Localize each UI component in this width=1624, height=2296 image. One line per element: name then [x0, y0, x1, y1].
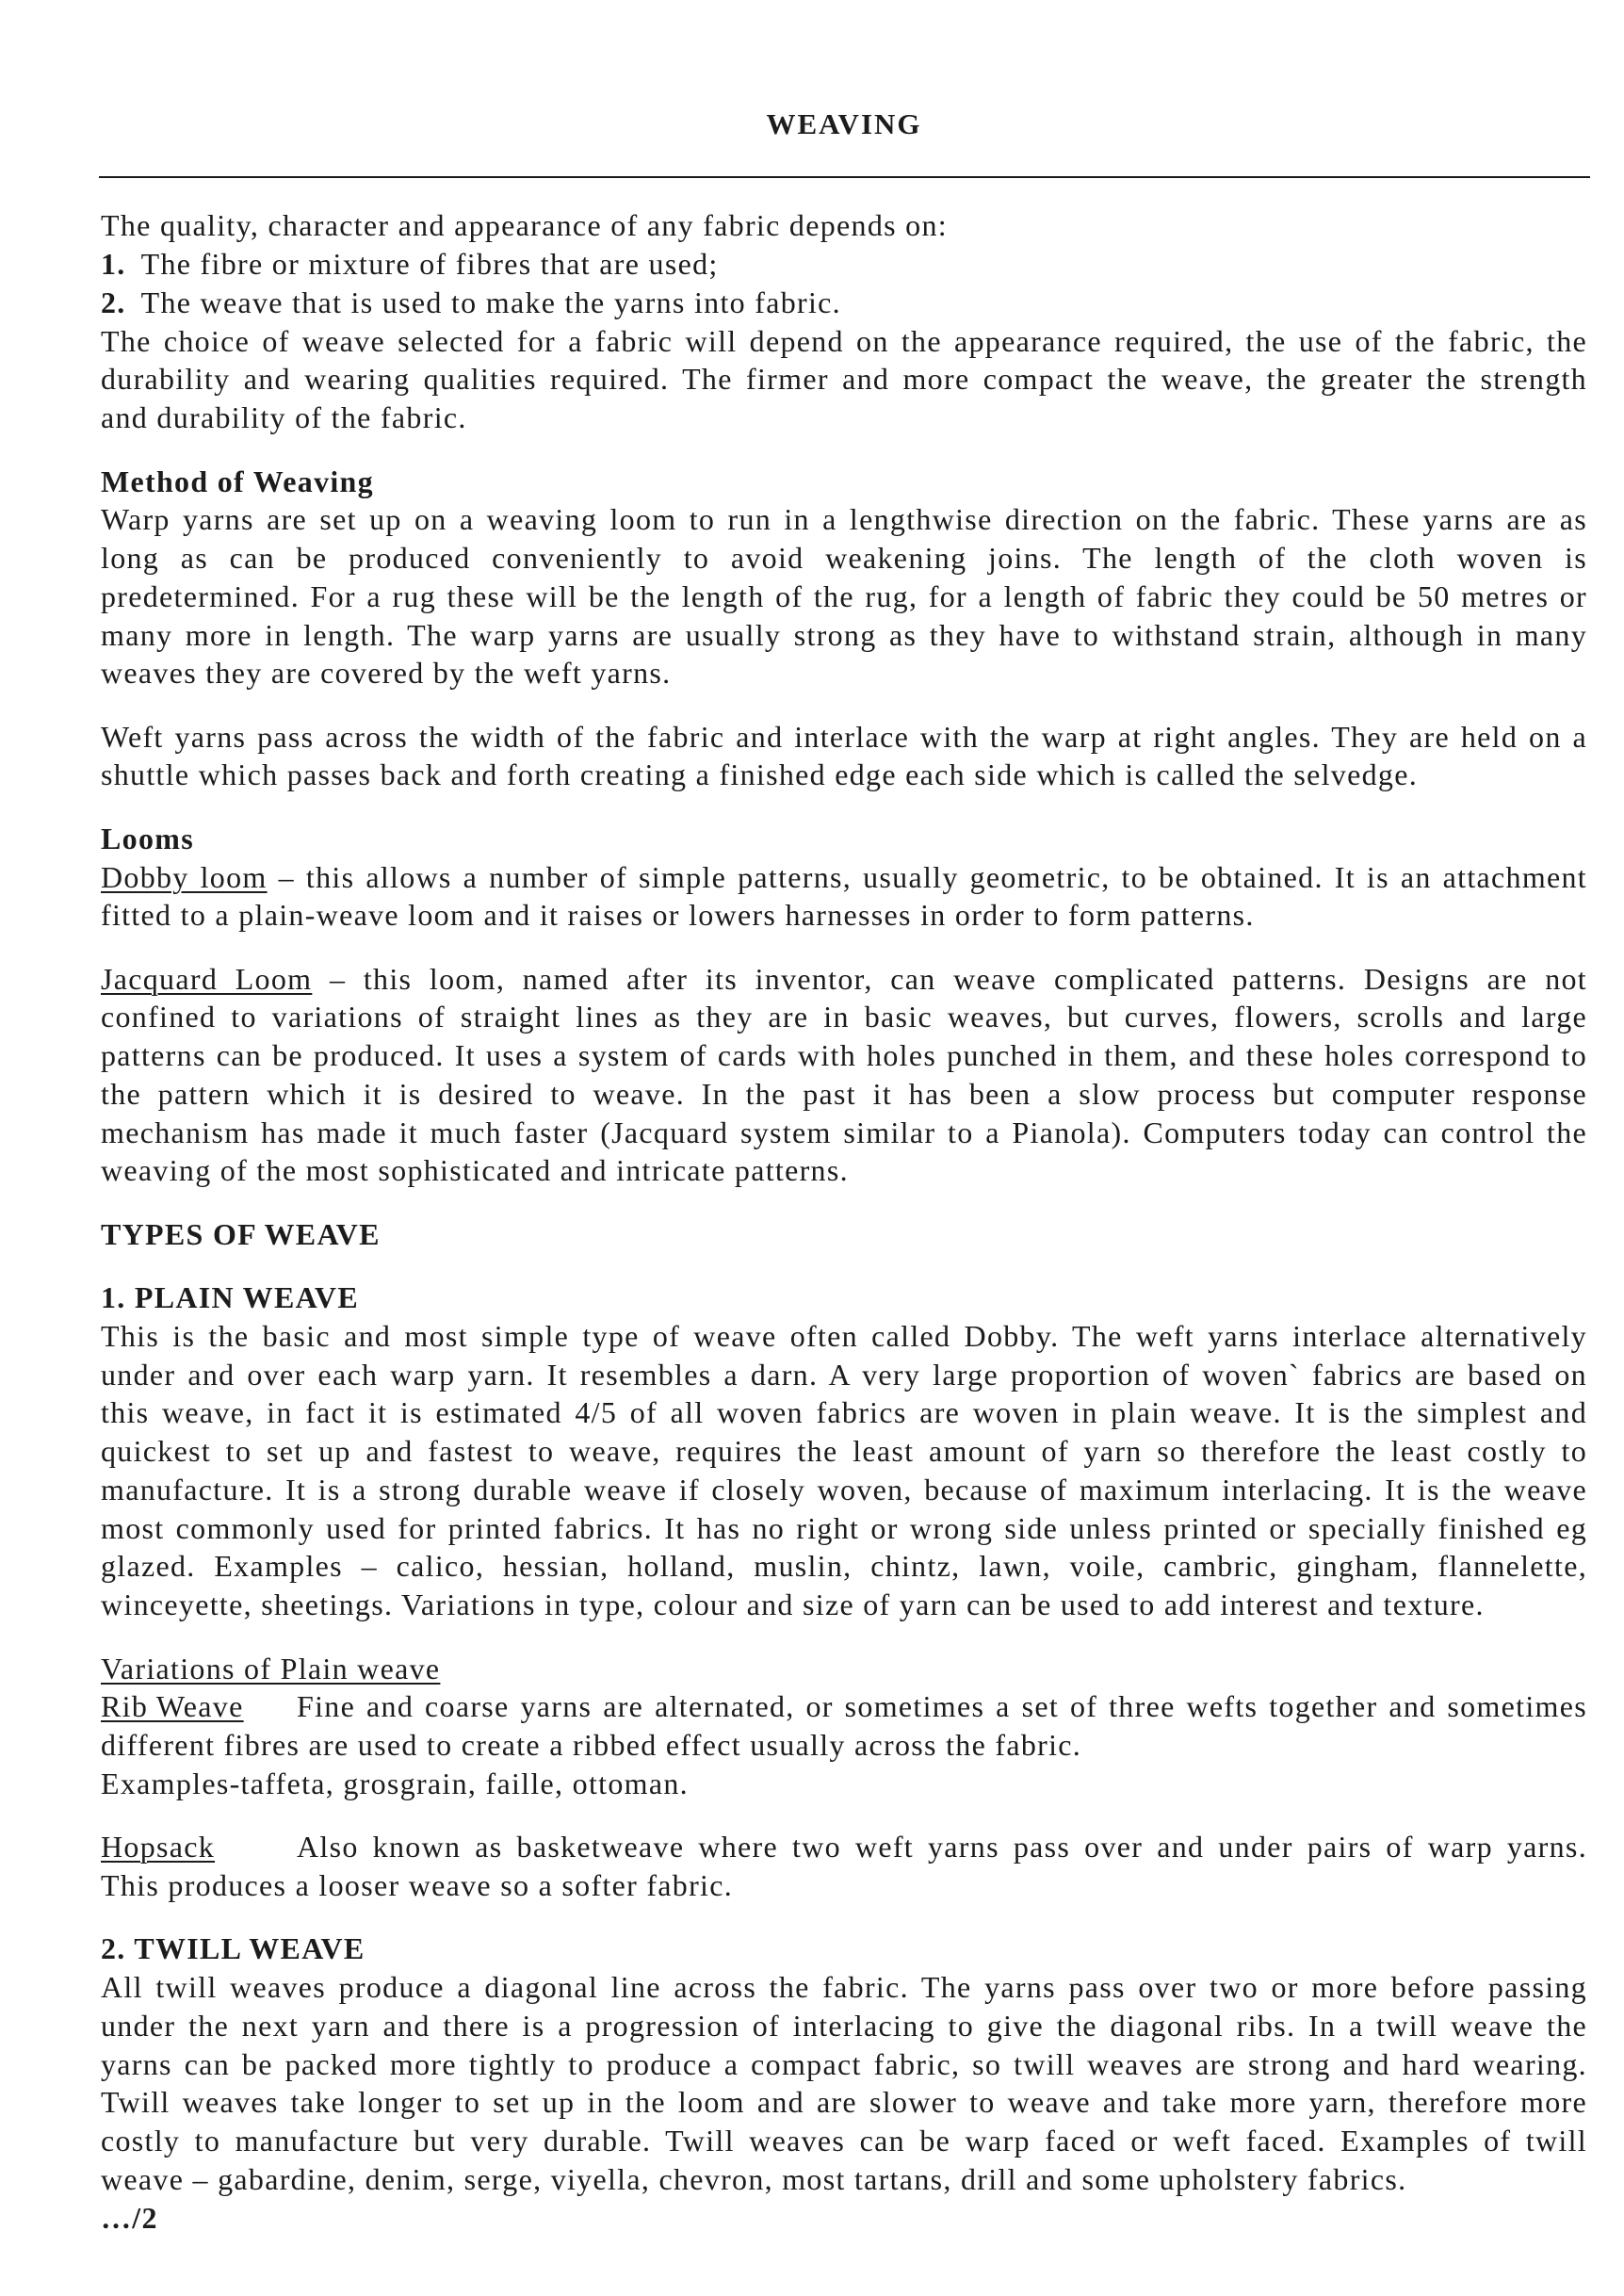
looms-section — [101, 820, 1587, 935]
paragraph-line: confined to variations of straight lines as they are in basic weaves, but curves, flowers, scrolls and large — [101, 1000, 1587, 1034]
paragraph-line: Warp yarns are set up on a weaving loom to run in a lengthwise direction on the fabric. These yarns are as — [101, 502, 1587, 537]
types-heading-block — [101, 1215, 1587, 1254]
term-definition: – this loom, named after its inventor, can weave complicated patterns. Designs are not — [312, 961, 1587, 996]
paragraph-line: costly to manufacture but very durable. Twill weaves can be warp faced or weft faced. Examples of twill — [101, 2124, 1587, 2158]
paragraph-line: glazed. Examples – calico, hessian, holland, muslin, chintz, lawn, voile, cambric, gingham, flannelette, — [101, 1549, 1587, 1584]
paragraph-line: patterns can be produced. It uses a system of cards with holes punched in them, and these holes correspond to — [101, 1038, 1587, 1073]
paragraph-line: Weft yarns pass across the width of the fabric and interlace with the warp at right angles. They are held on a — [101, 719, 1587, 754]
paragraph-line: mechanism has made it much faster (Jacquard system similar to a Pianola). Computers today can control the — [101, 1115, 1587, 1149]
paragraph-line — [101, 1687, 1587, 1726]
paragraph-line: under the next yarn and there is a progression of interlacing to give the diagonal ribs. In a twill weave the — [101, 2008, 1587, 2043]
paragraph-line: fitted to a plain-weave loom and it raises or lowers harnesses in order to form patterns. — [101, 898, 1255, 933]
paragraph-line: shuttle which passes back and forth creating a finished edge each side which is called the selvedge. — [101, 757, 1418, 792]
method-section — [101, 463, 1587, 693]
term-hopsack: Hopsack — [101, 1830, 216, 1864]
term-jacquard-loom: Jacquard Loom — [101, 961, 313, 996]
section-heading: TYPES OF WEAVE — [101, 1216, 381, 1251]
paragraph-line: this weave, in fact it is estimated 4/5 of all woven fabrics are woven in plain weave. It is the simplest and — [101, 1395, 1587, 1430]
term-dobby-loom: Dobby loom — [101, 859, 268, 894]
paragraph-line: weaving of the most sophisticated and intricate patterns. — [101, 1153, 849, 1188]
paragraph-line: under and over each warp yarn. It resembles a darn. A very large proportion of woven` fabrics are based on — [101, 1357, 1587, 1392]
term-definition: Also known as basketweave where two weft yarns pass over and under pairs of warp yarns. — [297, 1830, 1587, 1864]
list-item-text: The weave that is used to make the yarns into fabric. — [140, 285, 841, 319]
paragraph-line: and durability of the fabric. — [101, 400, 467, 435]
list-item-text: The fibre or mixture of fibres that are used; — [140, 247, 719, 282]
jacquard-paragraph — [101, 960, 1587, 1191]
paragraph-line: Examples-taffeta, grosgrain, faille, ottoman. — [101, 1766, 689, 1800]
paragraph-line: many more in length. The warp yarns are usually strong as they have to withstand strain, although in many — [101, 617, 1587, 652]
title-rule — [99, 176, 1590, 178]
paragraph-line: quickest to set up and fastest to weave, requires the least amount of yarn so therefore the least costly to — [101, 1434, 1587, 1469]
section-heading: 1. PLAIN WEAVE — [101, 1280, 359, 1315]
term-definition: Fine and coarse yarns are alternated, or sometimes a set of three wefts together and sometimes — [297, 1689, 1587, 1724]
paragraph-line: The choice of weave selected for a fabric will depend on the appearance required, the use of the fabric, the — [101, 323, 1587, 358]
hopsack-paragraph — [101, 1828, 1587, 1905]
document-body — [101, 206, 1587, 2237]
weft-paragraph — [101, 718, 1587, 795]
paragraph-line: different fibres are used to create a ribbed effect usually across the fabric. — [101, 1728, 1082, 1763]
section-heading: Looms — [101, 821, 194, 855]
intro-list-item — [101, 284, 1587, 322]
variations-heading: Variations of Plain weave — [101, 1651, 441, 1685]
paragraph-line — [101, 858, 1587, 897]
paragraph-line: predetermined. For a rug these will be the length of the rug, for a length of fabric they could be 50 metres or — [101, 578, 1587, 613]
term-rib-weave: Rib Weave — [101, 1689, 244, 1724]
paragraph-line: yarns can be packed more tightly to produce a compact fabric, so twill weaves are strong and hard wearing. — [101, 2046, 1587, 2081]
subsection-heading — [101, 1650, 1587, 1688]
section-heading: Method of Weaving — [101, 464, 374, 498]
paragraph-line: manufacture. It is a strong durable weave if closely woven, because of maximum interlacing. It is the weave — [101, 1472, 1587, 1506]
plain-weave-section — [101, 1278, 1587, 1624]
intro-list-item — [101, 245, 1587, 284]
term-definition: – this allows a number of simple patterns, usually geometric, to be obtained. It is an attachment — [267, 859, 1587, 894]
document-title: WEAVING — [766, 107, 922, 140]
paragraph-line: weave – gabardine, denim, serge, viyella, chevron, most tartans, drill and some upholstery fabrics. — [101, 2161, 1407, 2196]
list-item-number: 2. — [101, 285, 126, 319]
paragraph-line: Twill weaves take longer to set up in the loom and are slower to weave and take more yarn, therefore more — [101, 2085, 1587, 2120]
section-heading: 2. TWILL WEAVE — [101, 1931, 365, 1966]
paragraph-line: This produces a looser weave so a softer fabric. — [101, 1868, 734, 1903]
paragraph-line: the pattern which it is desired to weave. In the past it has been a slow process but computer response — [101, 1076, 1587, 1111]
paragraph-line: This is the basic and most simple type of weave often called Dobby. The weft yarns interlace alternatively — [101, 1318, 1587, 1353]
intro-section — [101, 206, 1587, 437]
paragraph-line: long as can be produced conveniently to avoid weakening joins. The length of the cloth woven is — [101, 541, 1587, 576]
paragraph-line: most commonly used for printed fabrics. It has no right or wrong side unless printed or specially finished eg — [101, 1510, 1587, 1545]
intro-lead: The quality, character and appearance of any fabric depends on: — [101, 208, 948, 243]
paragraph-line: durability and wearing qualities required. The firmer and more compact the weave, the greater the strength — [101, 362, 1587, 397]
paragraph-line — [101, 1828, 1587, 1866]
list-item-number: 1. — [101, 247, 126, 282]
paragraph-line: All twill weaves produce a diagonal line across the fabric. The yarns pass over two or more before passing — [101, 1970, 1587, 2005]
page-continuation-marker: …/2 — [101, 2200, 158, 2235]
paragraph-line: winceyette, sheetings. Variations in type, colour and size of yarn can be used to add interest and texture. — [101, 1588, 1485, 1622]
paragraph-line — [101, 960, 1587, 999]
paragraph-line: weaves they are covered by the weft yarns. — [101, 656, 672, 691]
twill-weave-section — [101, 1930, 1587, 2237]
plain-variations-section — [101, 1650, 1587, 1803]
